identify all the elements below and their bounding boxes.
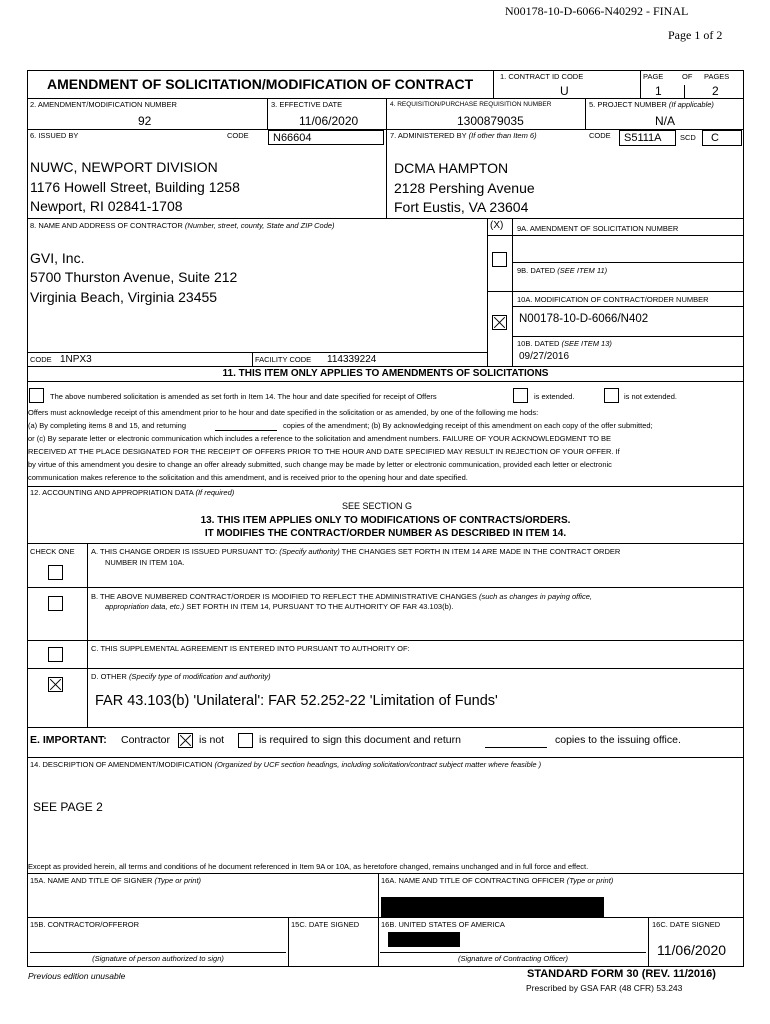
of-label: OF xyxy=(682,72,693,81)
item-13b-text-2: SET FORTH IN ITEM 14, PURSUANT TO THE AUTHORITY OF FAR 43.103(b). xyxy=(186,602,454,611)
pages-label: PAGES xyxy=(704,72,730,81)
item-13a-rest: THE CHANGES SET FORTH IN ITEM 14 ARE MADE IN THE CONTRACT ORDER xyxy=(341,547,621,556)
item-13a-line-2: NUMBER IN ITEM 10A. xyxy=(105,558,185,567)
is-required-checkbox[interactable] xyxy=(238,733,253,748)
box-9b-label: 9B. DATED xyxy=(517,266,556,275)
scd-label: SCD xyxy=(680,133,696,142)
page-label: PAGE xyxy=(643,72,664,81)
solicitation-amendment-label: 9A. AMENDMENT OF SOLICITATION NUMBER xyxy=(517,224,679,233)
item-13d-note: (Specify type of modification and authority) xyxy=(128,672,271,681)
contractor-code: 1NPX3 xyxy=(60,354,92,365)
item-11-line-6: by virtue of this amendment you desire to change an offer already submitted, such change may be made by letter or electronic communication, provided each letter or electronic xyxy=(28,460,612,469)
issued-by-line-1: NUWC, NEWPORT DIVISION xyxy=(30,159,218,175)
issued-by-code-box xyxy=(268,130,384,145)
box-9-checkbox[interactable] xyxy=(492,252,507,267)
date-signed-15c-label: 15C. DATE SIGNED xyxy=(291,920,360,929)
contractor-note: (Number, street, county, State and ZIP Code) xyxy=(184,221,335,230)
facility-code: 114339224 xyxy=(327,354,377,365)
contractor-signature-caption: (Signature of person authorized to sign) xyxy=(92,954,224,963)
x-column-label: (X) xyxy=(490,220,504,231)
item-13b-text: B. THE ABOVE NUMBERED CONTRACT/ORDER IS MODIFIED TO REFLECT THE ADMINISTRATIVE CHANGES xyxy=(91,592,477,601)
item-13d-checkbox-checked[interactable] xyxy=(48,677,63,692)
contractor-label-wrap xyxy=(30,221,335,230)
item-11-title: 11. THIS ITEM ONLY APPLIES TO AMENDMENTS OF SOLICITATIONS xyxy=(222,368,549,379)
description-label-wrap xyxy=(30,760,541,769)
contractor-line-2: 5700 Thurston Avenue, Suite 212 xyxy=(30,269,238,285)
item-11-line-7: communication makes reference to the solicitation and this amendment, and is received prior to the opening hour and date specified. xyxy=(28,473,468,482)
accounting-label: 12. ACCOUNTING AND APPROPRIATION DATA xyxy=(30,488,194,497)
box-10b-label: 10B. DATED xyxy=(517,339,560,348)
description-label: 14. DESCRIPTION OF AMENDMENT/MODIFICATION xyxy=(30,760,213,769)
modification-date-value: 09/27/2016 xyxy=(519,351,570,362)
item-11-line-3b: copies of the amendment; (b) By acknowledging receipt of this amendment on each copy of the offer submitted; xyxy=(283,421,653,430)
total-pages: 2 xyxy=(712,84,719,98)
prescribed-by: Prescribed by GSA FAR (48 CFR) 53.243 xyxy=(526,983,683,993)
item-13b-note-2: appropriation data, etc.) xyxy=(105,602,185,611)
item-11-line-4: or (c) By separate letter or electronic communication which includes a reference to the solicitation and amendment numbers. FAILURE OF YOUR ACKNOWLEDGMENT TO BE xyxy=(28,434,612,443)
administered-by-line-2: 2128 Pershing Avenue xyxy=(394,180,535,196)
officer-name-redaction xyxy=(381,897,604,917)
item-13d-line xyxy=(91,672,271,681)
requisition-number-label: 4. REQUISITION/PURCHASE REQUISITION NUMBER xyxy=(390,101,552,108)
issued-by-code-label: CODE xyxy=(227,131,249,140)
issued-by-label: 6. ISSUED BY xyxy=(30,131,79,140)
administered-by-note: (If other than Item 6) xyxy=(468,131,537,140)
contractor-text: Contractor xyxy=(121,734,171,746)
project-number-label-wrap xyxy=(589,100,714,109)
item-13c-text: C. THIS SUPPLEMENTAL AGREEMENT IS ENTERED INTO PURSUANT TO AUTHORITY OF: xyxy=(91,644,410,653)
previous-edition-note: Previous edition unusable xyxy=(28,971,126,981)
item-11-line-1: The above numbered solicitation is amended as set forth in Item 14. The hour and date specified for receipt of Offers xyxy=(50,392,437,401)
is-required-text: is required to sign this document and return xyxy=(259,734,461,746)
accounting-note: (If required) xyxy=(195,488,235,497)
item-13b-note: (such as changes in paying office, xyxy=(479,592,592,601)
project-number-note: (If applicable) xyxy=(668,100,714,109)
description-note: (Organized by UCF section headings, including solicitation/contract subject matter where feasible ) xyxy=(214,760,542,769)
item-13a-text: A. THIS CHANGE ORDER IS ISSUED PURSUANT TO: xyxy=(91,547,278,556)
modification-number-label: 10A. MODIFICATION OF CONTRACT/ORDER NUMBER xyxy=(517,295,709,304)
box-9b-note: (SEE ITEM 11) xyxy=(557,266,608,275)
contractor-line-1: GVI, Inc. xyxy=(30,250,85,266)
officer-signature-caption: (Signature of Contracting Officer) xyxy=(457,954,569,963)
united-states-label: 16B. UNITED STATES OF AMERICA xyxy=(381,920,505,929)
item-13b-line-2 xyxy=(105,602,453,611)
effective-date-label: 3. EFFECTIVE DATE xyxy=(271,100,343,109)
check-one-label: CHECK ONE xyxy=(30,547,75,556)
contractor-code-label: CODE xyxy=(30,355,52,364)
item-13a-line-1 xyxy=(91,547,620,556)
contractor-label: 8. NAME AND ADDRESS OF CONTRACTOR xyxy=(30,221,183,230)
page-number: 1 xyxy=(655,84,662,98)
modification-number-value: N00178-10-D-6066/N402 xyxy=(519,313,649,325)
item-13-title-1: 13. THIS ITEM APPLIES ONLY TO MODIFICATIONS OF CONTRACTS/ORDERS. xyxy=(200,515,571,526)
signer-name-note: (Type or print) xyxy=(154,876,202,885)
officer-name-note: (Type or print) xyxy=(566,876,614,885)
item-11-line-2: Offers must acknowledge receipt of this amendment prior to he hour and date specified in the solicitation or as amended, by one of the following me hods: xyxy=(28,408,539,417)
item-13-title-2: IT MODIFIES THE CONTRACT/ORDER NUMBER AS DESCRIBED IN ITEM 14. xyxy=(204,528,567,539)
date-signed-16c-label: 16C. DATE SIGNED xyxy=(652,920,721,929)
administered-by-label-wrap xyxy=(390,131,537,140)
contractor-offeror-label: 15B. CONTRACTOR/OFFEROR xyxy=(30,920,140,929)
effective-date-value: 11/06/2020 xyxy=(299,114,359,128)
except-text: Except as provided herein, all terms and conditions of he document referenced in Item 9A or 10A, as heretofore changed, remains unchanged and in full force and effect. xyxy=(28,862,589,871)
issued-by-line-2: 1176 Howell Street, Building 1258 xyxy=(30,179,240,195)
item-11-line-5: RECEIVED AT THE PLACE DESIGNATED FOR THE RECEIPT OF OFFERS PRIOR TO THE HOUR AND DATE SPECIFIED MAY RESULT IN REJECTION OF YOUR OFFER. If xyxy=(28,447,620,456)
item-13b-checkbox[interactable] xyxy=(48,596,63,611)
not-extended-label: is not extended. xyxy=(624,392,677,401)
document-id: N00178-10-D-6066-N40292 - FINAL xyxy=(505,4,689,18)
officer-name-label: 16A. NAME AND TITLE OF CONTRACTING OFFICER xyxy=(381,876,565,885)
contract-id-code-value: U xyxy=(560,84,569,98)
amendment-number-label: 2. AMENDMENT/MODIFICATION NUMBER xyxy=(30,100,177,109)
box-10-checkbox-checked[interactable] xyxy=(492,315,507,330)
administered-by-label: 7. ADMINISTERED BY xyxy=(390,131,467,140)
requisition-number-value: 1300879035 xyxy=(457,114,524,128)
accounting-label-wrap xyxy=(30,488,234,497)
form-title: AMENDMENT OF SOLICITATION/MODIFICATION OF CONTRACT xyxy=(47,76,474,92)
important-label: E. IMPORTANT: xyxy=(30,734,107,746)
project-number-value: N/A xyxy=(655,114,676,128)
facility-code-label: FACILITY CODE xyxy=(255,355,312,364)
item-11-checkbox[interactable] xyxy=(29,388,44,403)
administered-by-code-label: CODE xyxy=(589,131,611,140)
scd-value: C xyxy=(711,132,719,144)
is-extended-label: is extended. xyxy=(534,392,575,401)
box-10b-label-wrap xyxy=(517,339,612,348)
administered-by-line-1: DCMA HAMPTON xyxy=(394,160,509,176)
item-11-line-3a: (a) By completing items 8 and 15, and returning xyxy=(28,421,187,430)
amendment-number-value: 92 xyxy=(138,114,152,128)
is-not-checkbox-checked[interactable] xyxy=(178,733,193,748)
box-9b-label-wrap xyxy=(517,266,607,275)
date-signed-16c-value: 11/06/2020 xyxy=(657,942,727,958)
administered-by-code: S5111A xyxy=(624,132,662,144)
project-number-label: 5. PROJECT NUMBER xyxy=(589,100,667,109)
item-13d-text: D. OTHER xyxy=(91,672,127,681)
description-value: SEE PAGE 2 xyxy=(33,800,103,814)
form-number: STANDARD FORM 30 (REV. 11/2016) xyxy=(527,968,716,980)
officer-signature-redaction xyxy=(388,932,460,947)
is-extended-checkbox[interactable] xyxy=(513,388,528,403)
administered-by-code-box xyxy=(619,130,676,146)
officer-name-label-wrap xyxy=(381,876,613,885)
signer-name-label-wrap xyxy=(30,876,201,885)
contractor-line-3: Virginia Beach, Virginia 23455 xyxy=(30,289,218,305)
item-13a-checkbox[interactable] xyxy=(48,565,63,580)
issued-by-code: N66604 xyxy=(273,132,312,144)
signer-name-label: 15A. NAME AND TITLE OF SIGNER xyxy=(30,876,153,885)
issued-by-line-3: Newport, RI 02841-1708 xyxy=(30,198,183,214)
administered-by-line-3: Fort Eustis, VA 23604 xyxy=(394,199,529,215)
accounting-value: SEE SECTION G xyxy=(342,501,413,511)
is-not-text: is not xyxy=(199,734,225,746)
contract-id-code-label: 1. CONTRACT ID CODE xyxy=(500,72,584,81)
box-10b-note: (SEE ITEM 13) xyxy=(561,339,612,348)
page-indicator: Page 1 of 2 xyxy=(668,28,723,42)
item-13b-line-1 xyxy=(91,592,592,601)
not-extended-checkbox[interactable] xyxy=(604,388,619,403)
copies-text: copies to the issuing office. xyxy=(555,734,681,746)
scd-box xyxy=(702,130,742,146)
item-13d-value: FAR 43.103(b) 'Unilateral': FAR 52.252-22 'Limitation of Funds' xyxy=(95,693,498,709)
item-13c-checkbox[interactable] xyxy=(48,647,63,662)
item-13a-note: (Specify authority) xyxy=(279,547,340,556)
